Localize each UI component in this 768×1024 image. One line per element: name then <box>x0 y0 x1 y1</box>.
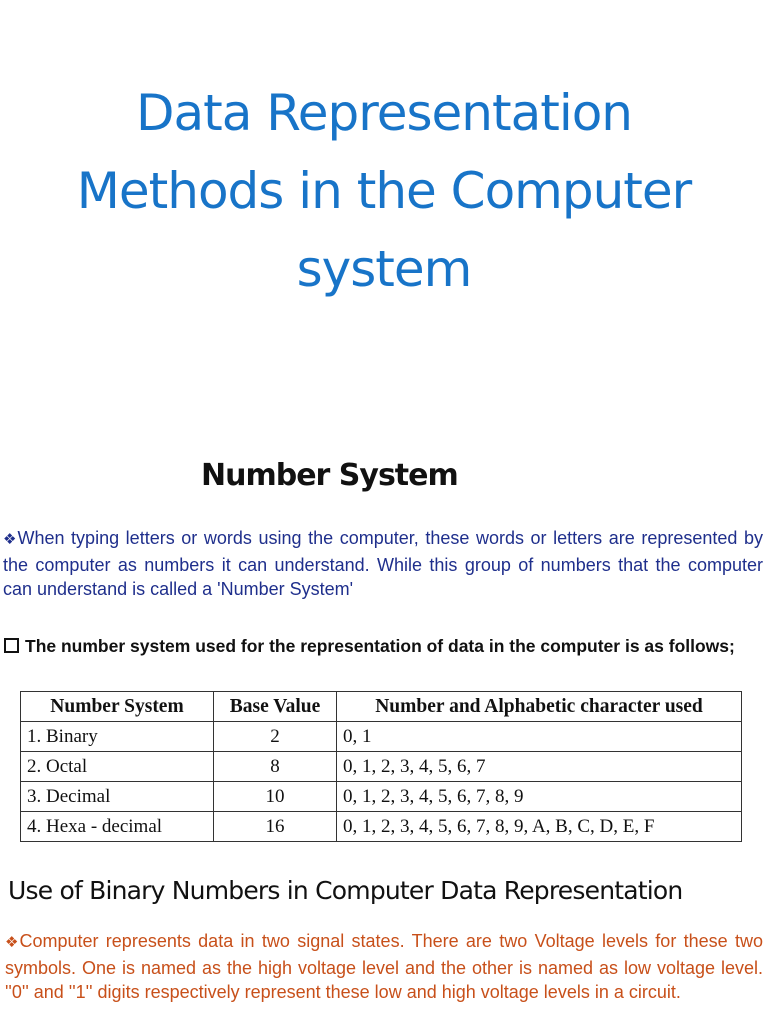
row-number-system: 1. Binary <box>21 722 214 752</box>
checkbox-item-text: The number system used for the representation of data in the computer is as follows; <box>25 636 735 656</box>
table-header-row <box>21 692 742 722</box>
row-number-system: 4. Hexa - decimal <box>21 812 214 842</box>
row-number-system: 3. Decimal <box>21 782 214 812</box>
table-header-characters: Number and Alphabetic character used <box>337 692 742 722</box>
row-base-value: 2 <box>214 722 337 752</box>
number-system-paragraph-text: When typing letters or words using the computer, these words or letters are represented by the computer as numbers it can understand. While this group of numbers that the computer can understand is called a 'Number System' <box>3 528 763 599</box>
checkbox-icon <box>4 638 19 653</box>
number-system-paragraph <box>3 526 763 602</box>
title-line-2: Methods in the Computer <box>76 162 692 220</box>
row-characters: 0, 1 <box>337 722 742 752</box>
diamond-bullet-icon: ❖ <box>3 531 17 548</box>
title-line-1: Data Representation <box>135 84 632 142</box>
table-row <box>21 782 742 812</box>
row-characters: 0, 1, 2, 3, 4, 5, 6, 7, 8, 9 <box>337 782 742 812</box>
diamond-bullet-icon: ❖ <box>5 934 19 951</box>
row-base-value: 10 <box>214 782 337 812</box>
binary-section-paragraph-text: Computer represents data in two signal states. There are two Voltage levels for these two symbols. One is named as the high voltage level and the other is named as low voltage level. ''0'' and ''1'' digits respectively represent these low and high voltage levels in a circuit. <box>5 931 763 1002</box>
table-row <box>21 812 742 842</box>
table-header-base-value: Base Value <box>214 692 337 722</box>
page-title <box>0 74 768 308</box>
number-system-heading: Number System <box>201 458 458 493</box>
row-characters: 0, 1, 2, 3, 4, 5, 6, 7 <box>337 752 742 782</box>
table-row <box>21 752 742 782</box>
title-line-3: system <box>296 240 472 298</box>
table-row <box>21 722 742 752</box>
row-base-value: 16 <box>214 812 337 842</box>
table-header-number-system: Number System <box>21 692 214 722</box>
number-system-checkbox-item <box>4 634 764 659</box>
row-characters: 0, 1, 2, 3, 4, 5, 6, 7, 8, 9, A, B, C, D, E, F <box>337 812 742 842</box>
row-number-system: 2. Octal <box>21 752 214 782</box>
number-system-table <box>20 691 742 842</box>
binary-section-paragraph <box>5 929 763 1005</box>
binary-section-heading: Use of Binary Numbers in Computer Data Representation <box>8 876 683 905</box>
row-base-value: 8 <box>214 752 337 782</box>
